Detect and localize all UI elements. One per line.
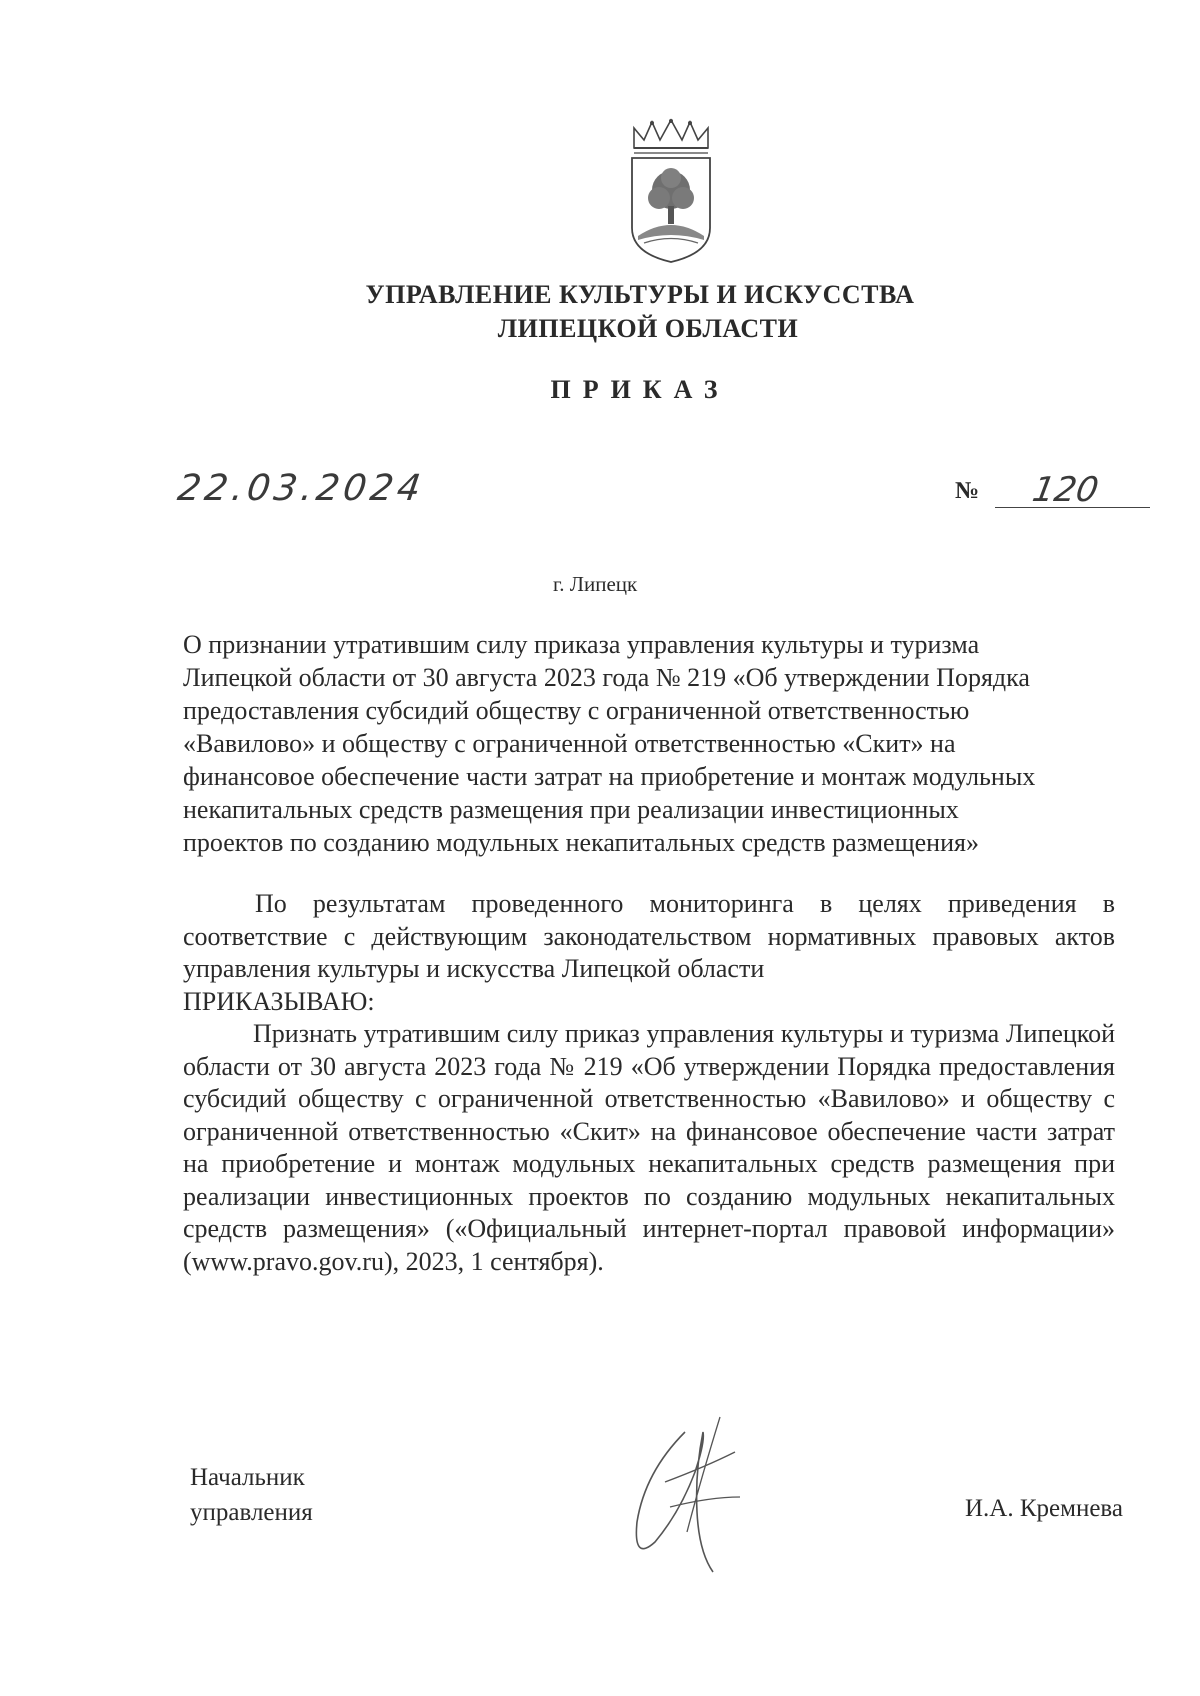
order-number [955, 470, 1155, 516]
organization-name-line-1: УПРАВЛЕНИЕ КУЛЬТУРЫ И ИСКУССТВА [365, 280, 915, 309]
order-subject [183, 628, 1073, 859]
order-date: 22.03.2024 [175, 468, 428, 509]
signatory-role [190, 1460, 313, 1530]
handwritten-signature [625, 1412, 755, 1582]
subject-line: Липецкой области от 30 августа 2023 года № 219 «Об утверждении Порядка [183, 663, 1030, 692]
order-title: ПРИКАЗ [550, 375, 730, 404]
signatory-name: И.А. Кремнева [965, 1495, 1123, 1522]
city: г. Липецк [553, 572, 638, 596]
subject-line: «Вавилово» и обществу с ограниченной ответственностью «Скит» на [183, 729, 956, 758]
order-body [183, 888, 1115, 1278]
organization-name-line-2: ЛИПЕЦКОЙ ОБЛАСТИ [497, 314, 799, 343]
order-number-value: 120 [1029, 470, 1102, 510]
subject-line: предоставления субсидий обществу с ограниченной ответственностью [183, 696, 970, 725]
number-sign: № [955, 478, 980, 504]
subject-line: О признании утратившим силу приказа управления культуры и туризма [183, 630, 980, 659]
decree-paragraph: Признать утратившим силу приказ управления культуры и туризма Липецкой области от 30 августа 2023 года № 219 «Об утверждении Порядка предоставления субсидий обществу с ограниченной ответственностью «Вавилово» и обществу с ограниченной ответственностью «Скит» на финансовое обеспечение части затрат на приобретение и монтаж модульных некапитальных средств размещения при реализации инвестиционных проектов по созданию модульных некапитальных средств размещения» («Официальный интернет-портал правовой информации» (www.pravo.gov.ru), 2023, 1 сентября). [183, 1019, 1115, 1276]
signatory-role-line: управления [190, 1499, 313, 1526]
number-underline [995, 507, 1150, 508]
intro-paragraph: По результатам проведенного мониторинга в целях приведения в соответствие с действующим законодательством нормативных правовых актов управления культуры и искусства Липецкой области [183, 889, 1115, 983]
decree-word: ПРИКАЗЫВАЮ: [183, 986, 375, 1016]
subject-line: проектов по созданию модульных некапитальных средств размещения» [183, 828, 979, 857]
subject-line: некапитальных средств размещения при реализации инвестиционных [183, 795, 959, 824]
signatory-role-line: Начальник [190, 1464, 305, 1491]
lipetsk-coat-of-arms-icon [626, 118, 716, 264]
subject-line: финансовое обеспечение части затрат на приобретение и монтаж модульных [183, 762, 1036, 791]
